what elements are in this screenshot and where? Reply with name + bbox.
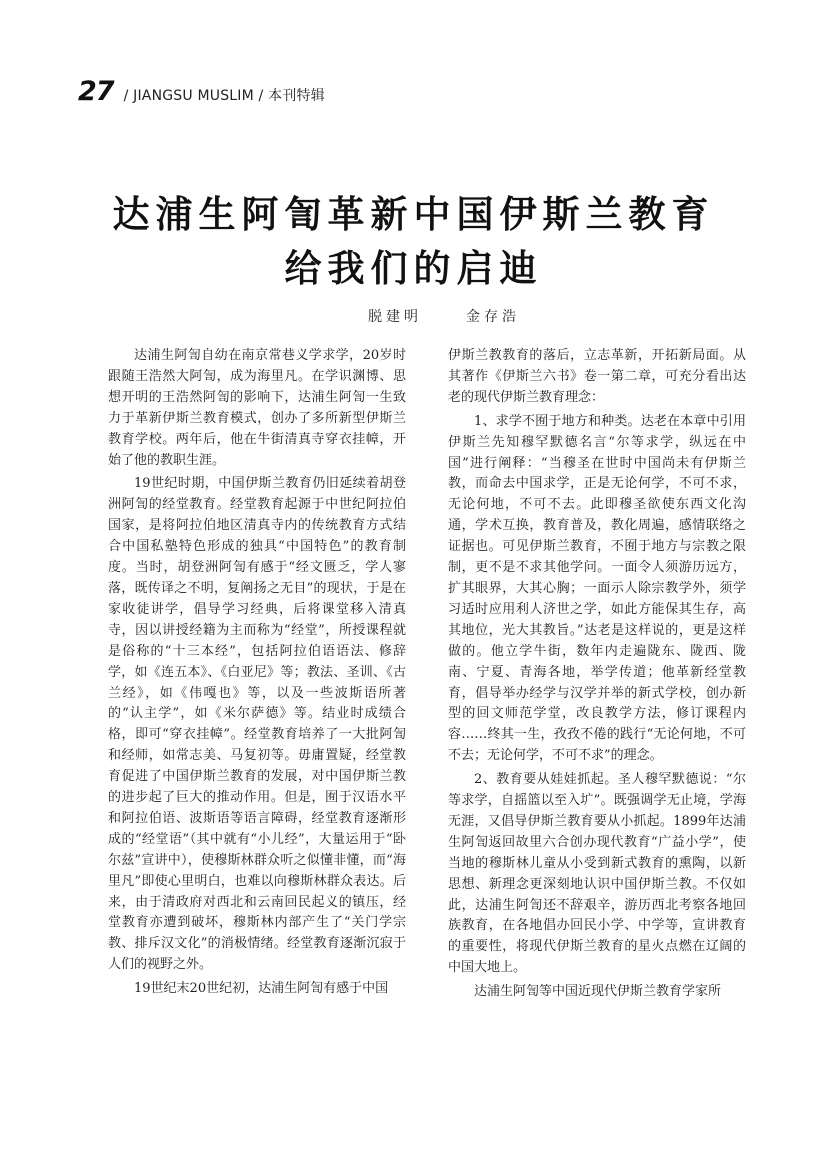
paragraph: 1、求学不囿于地方和种类。达老在本章中引用伊斯兰先知穆罕默德名言“尔等求学，纵远在中国”进行阐释：“当穆圣在世时中国尚未有伊斯兰教，而命去中国求学，正是无论何学，不可不求，无论何地，不可不去。此即穆圣欲使东西文化沟通，学术互换，教育普及，教化周遍，感情联络之证据也。可见伊斯兰教育，不囿于地方与宗教之限制，更不是不求其他学问。一面令人须游历远方，扩其眼界，大其心胸；一面示人除宗教学外，须学习适时应用利人济世之学，如此方能保其生存，高其地位，光大其教旨。”达老是这样说的，更是这样做的。他立学牛街，数年内走遍陇东、陇西、陇南、宁夏、青海各地，举学传道；他革新经堂教育，倡导举办经学与汉学并举的新式学校，创办新型的回文师范学堂，改良教学方法，修订课程内容……终其一生，孜孜不倦的践行“无论何地，不可不去；无论何学，不可不求”的理念。	[448, 413, 746, 764]
article-authors	[368, 306, 564, 326]
paragraph: 达浦生阿訇等中国近现代伊斯兰教育学家所	[474, 984, 722, 1000]
article-title-line-2: 给我们的启迪	[284, 247, 543, 290]
paragraph: 19世纪末20世纪初，达浦生阿訇有感于中国	[134, 981, 389, 997]
running-title: / JIANGSU MUSLIM / 本刊特辑	[123, 88, 325, 104]
body-column-left	[108, 346, 406, 1000]
body-column-right	[448, 346, 746, 1003]
page-number: 27	[78, 76, 114, 107]
article-title-line-1: 达浦生阿訇革新中国伊斯兰教育	[112, 193, 715, 236]
paragraph: 2、教育要从娃娃抓起。圣人穆罕默德说：“尔等求学，自摇篮以至入圹”。既强调学无止境，学海无涯，又倡导伊斯兰教育要从小抓起。1899年达浦生阿訇返回故里六合创办现代教育“广益小学”，使当地的穆斯林儿童从小受到新式教育的熏陶，以新思想、新理念更深刻地认识中国伊斯兰教。不仅如此，达浦生阿訇还不辞艰辛，游历西北考察各地回族教育，在各地倡办回民小学、中学等，宣讲教育的重要性，将现代伊斯兰教育的星火点燃在辽阔的中国大地上。	[448, 772, 746, 976]
author-name: 金存浩	[466, 309, 520, 325]
running-header	[78, 76, 325, 108]
paragraph: 19世纪时期，中国伊斯兰教育仍旧延续着胡登洲阿訇的经堂教育。经堂教育起源于中世纪阿拉伯国家，是将阿拉伯地区清真寺内的传统教育方式结合中国私塾特色形成的独具“中国特色”的教育制度。当时，胡登洲阿訇有感于“经文匮乏，学人寥落，既传译之不明，复阐扬之无目”的现状，于是在家收徒讲学，倡导学习经典，后将课堂移入清真寺，因以讲授经籍为主而称为“经堂”，所授课程就是俗称的“十三本经”，包括阿拉伯语语法、修辞学，如《连五本》、《白亚尼》等；教法、圣训、《古兰经》，如《伟嘎也》等，以及一些波斯语所著的“认主学”，如《米尔萨德》等。结业时成绩合格，即可“穿衣挂幛”。经堂教育培养了一大批阿訇和经师，如常志美、马复初等。毋庸置疑，经堂教育促进了中国伊斯兰教育的发展，对中国伊斯兰教的进步起了巨大的推动作用。但是，囿于汉语水平和阿拉伯语、波斯语等语言障碍，经堂教育逐渐形成的“经堂语”（其中就有“小儿经”，大量运用于“卧尔兹”宣讲中），使穆斯林群众听之似懂非懂，而“海里凡”即使心里明白，也难以向穆斯林群众表达。后来，由于清政府对西北和云南回民起义的镇压，经堂教育亦遭到破坏，穆斯林内部产生了“关门学宗教、排斥汉文化”的消极情绪。经堂教育逐渐沉寂于人们的视野之外。	[108, 476, 406, 973]
paragraph: 伊斯兰教教育的落后，立志革新，开拓新局面。从其著作《伊斯兰六书》卷一第二章，可充分看出达老的现代伊斯兰教育理念：	[448, 348, 746, 405]
paragraph: 达浦生阿訇自幼在南京常巷义学求学，20岁时跟随王浩然大阿訇，成为海里凡。在学识渊博、思想开明的王浩然阿訇的影响下，达浦生阿訇一生致力于革新伊斯兰教育模式，创办了多所新型伊斯兰教育学校。两年后，他在牛街清真寺穿衣挂幛，开始了他的教职生涯。	[108, 348, 406, 468]
article-title	[0, 188, 827, 296]
author-name: 脱建明	[368, 309, 422, 325]
